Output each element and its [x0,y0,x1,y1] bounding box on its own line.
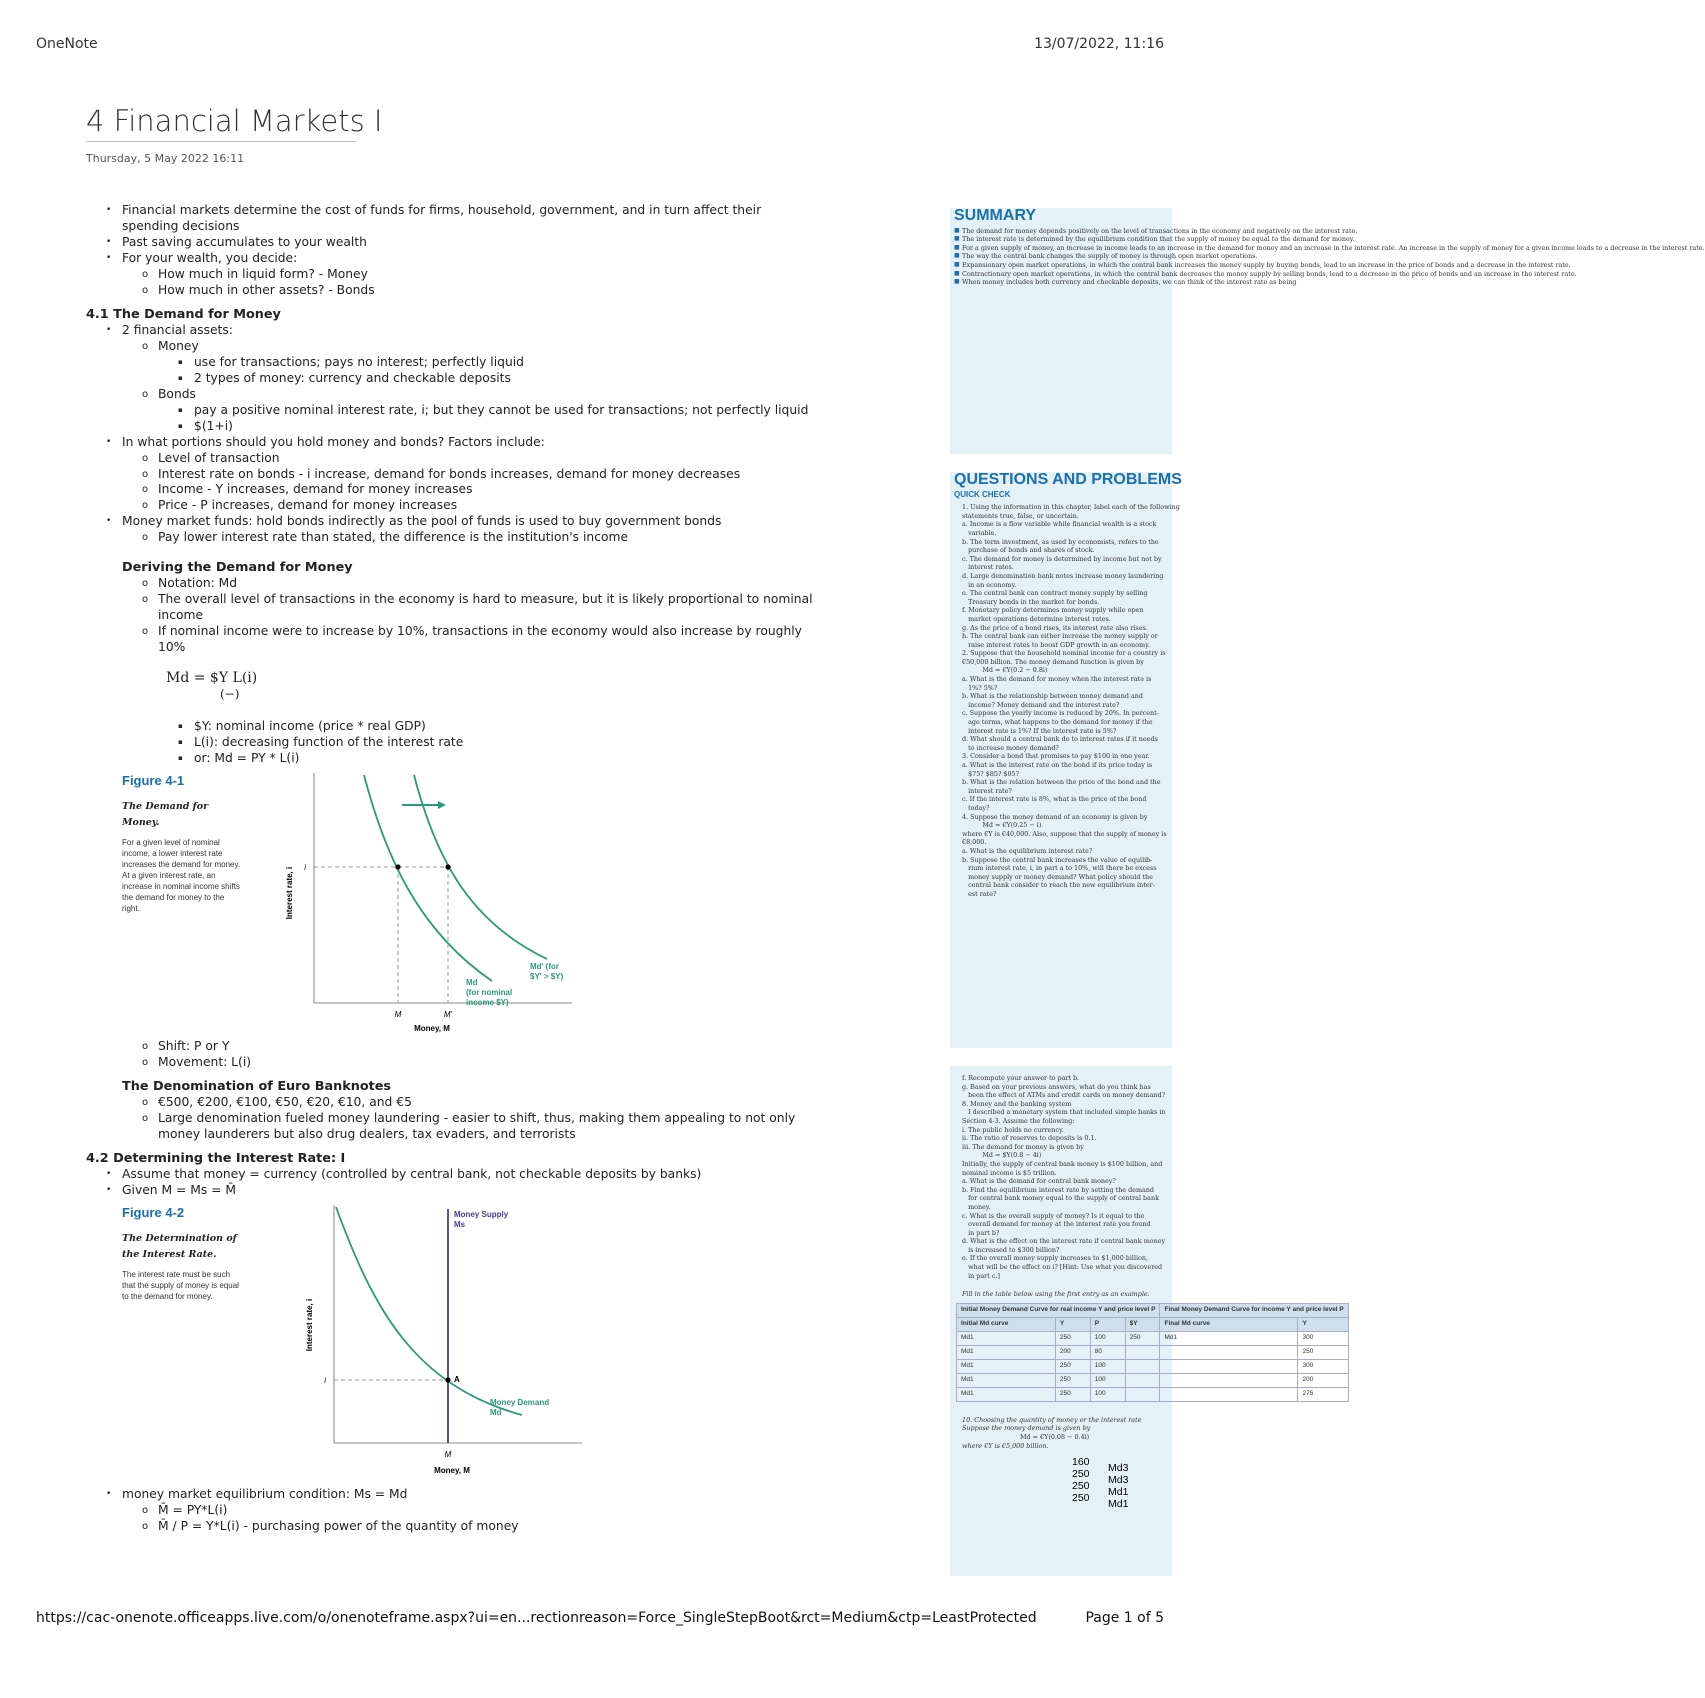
table-cell: 300 [1298,1331,1348,1345]
question-10-text: where €Y is €5,000 billion. [962,1441,1049,1450]
summary-item: ■ When money includes both currency and checkable deposits, we can think of the interest rate as being [950,278,1172,287]
table-cell [1125,1345,1160,1359]
table-cell: Md1 [957,1359,1056,1373]
table-column-header: $Y [1125,1317,1160,1331]
list-item: o M̄ = PY*L(i) [158,1503,816,1519]
table-row [957,1387,1349,1401]
money-demand-label: Money Demand [490,1398,550,1408]
text-line: d. What is the effect on the interest rate if central bank money [962,1237,1166,1246]
table-cell: 100 [1090,1373,1125,1387]
list-item: o If nominal income were to increase by 10%, transactions in the economy would also increase by roughly 10% [158,624,816,656]
text-line: €50,000 billion. The money demand function is given by [962,657,1144,666]
table-column-header: Y [1055,1317,1090,1331]
table-cell: 250 [1298,1345,1348,1359]
table-cell: 80 [1090,1345,1125,1359]
textbook-summary-panel [950,207,1705,454]
figure-number: Figure 4-1 [122,773,185,788]
text-line: what will be the effect on i? [Hint: Use what you discovered [962,1263,1163,1272]
text-line: e. If the overall money supply increases to $1,000 billion, [962,1254,1149,1263]
handwritten-value: 250 [1072,1480,1090,1492]
list-item: • Assume that money = currency (controlled by central bank, not checkable deposits by banks) [122,1167,816,1183]
list-item: • Given M = Ms = M̄ [122,1183,816,1199]
text-line: iii. The demand for money is given by [962,1142,1084,1151]
table-header-row [957,1317,1349,1331]
table-cell [1160,1373,1298,1387]
text-line: b. The term investment, as used by economists, refers to the [962,537,1159,546]
text-line: €8,000. [962,838,987,847]
text-line: a. What is the demand for central bank money? [962,1177,1116,1186]
list-item: ▪ pay a positive nominal interest rate, i; but they cannot be used for transactions; not perfectly liquid [194,403,816,419]
table-row [957,1331,1349,1345]
list-item: ▪ $(1+i) [194,419,816,435]
table-cell: Md1 [957,1331,1056,1345]
figure-description: The interest rate must be such that the supply of money is equal to the demand for money. [122,1269,239,1301]
text-line: income? Money demand and the interest rate? [962,700,1120,709]
list-item: ▪ $Y: nominal income (price * real GDP) [194,719,816,735]
text-line: 3. Consider a bond that promises to pay $100 in one year. [962,752,1150,761]
questions-title: QUESTIONS AND PROBLEMS [954,471,1182,488]
text-line: b. What is the relation between the price of the bond and the [962,778,1161,787]
figure-caption [122,1205,242,1302]
table-cell [1125,1373,1160,1387]
list-item [158,387,816,435]
list-item: o How much in other assets? - Bonds [158,283,816,299]
text-line: f. Monetary policy determines money supply while open [962,606,1144,615]
table-body [957,1331,1349,1401]
handwritten-value: 160 [1072,1456,1090,1468]
list-item: ▪ use for transactions; pays no interest; perfectly liquid [194,355,816,371]
m-label: M [444,1450,452,1460]
formula-sign: (−) [220,687,240,702]
y-axis-label: Interest rate, i [285,866,294,920]
list-item-text: 2 financial assets: [122,323,233,338]
text-line: for central bank money equal to the supply of central bank [962,1194,1159,1203]
table-cell: 200 [1298,1373,1348,1387]
text-line: money supply or money demand? What policy should the [962,872,1153,881]
text-line: h. The central bank can either increase the money supply or [962,632,1158,641]
text-line: purchase of bonds and shares of stock. [962,546,1095,555]
money-demand-curve [336,1207,522,1418]
figure-number: Figure 4-2 [122,1205,185,1221]
list-item: ▪ 2 types of money: currency and checkable deposits [194,371,816,387]
text-line: 4. Suppose the money demand of an economy is given by [962,812,1148,821]
figure-4-1 [122,773,816,1033]
text-line: $75? $85? $95? [962,769,1020,778]
page-title: 4 Financial Markets I [86,104,383,138]
list-item: o Income - Y increases, demand for money increases [158,482,816,498]
summary-item: ■ Expansionary open market operations, in which the central bank increases the money supply by buying bonds, lead to an increase in the price of bonds and a decrease in the interest rate. [950,261,1172,270]
list-item-text: Money [158,339,199,354]
text-line: est rate? [962,889,997,898]
list-item: o Notation: Md [158,576,816,592]
list-item: o €500, €200, €100, €50, €20, €10, and €5 [158,1095,816,1111]
text-line: today? [962,803,990,812]
m-label: M [394,1010,402,1019]
money-demand-table [956,1303,1349,1402]
y-axis-label: Interest rate, i [305,1298,314,1352]
text-line: a. What is the equilibrium interest rate? [962,846,1093,855]
text-line: in part c.] [962,1271,1000,1280]
list-item [122,251,816,299]
table-cell: Md1 [957,1345,1056,1359]
handwritten-value: 250 [1072,1468,1090,1480]
summary-item: ■ Contractionary open market operations, in which the central bank decreases the money supply by selling bonds, lead to a decrease in the price of bonds and an increase in the interest rate. [950,270,1172,279]
list-item-text: Bonds [158,386,196,401]
table-cell: 200 [1055,1345,1090,1359]
text-line: g. As the price of a bond rises, its interest rate also rises. [962,623,1148,632]
quick-check-label: QUICK CHECK [954,489,1011,499]
question-10: 10. Choosing the quantity of money or the interest rate [962,1415,1142,1424]
text-line: where €Y is €40,000. Also, suppose that the supply of money is [962,829,1167,838]
i-label: i [324,1376,326,1386]
text-line: market operations determine interest rates. [962,614,1111,623]
text-line: f. Recompute your answer to part b. [962,1074,1080,1082]
figure-4-2 [122,1205,816,1481]
table-intro: Fill in the table below using the first entry as an example. [962,1290,1150,1299]
money-demand-label: Md [490,1408,502,1418]
md-label: (for nominal [466,988,513,997]
figure-caption [122,773,242,914]
list-item: o M̄ / P = Y*L(i) - purchasing power of the quantity of money [158,1519,816,1535]
text-line: Md = $Y(0.8 − 4i) [962,1151,1042,1160]
table-header: Final Money Demand Curve for income Y and price level P [1160,1303,1348,1317]
text-line: i. The public holds no currency. [962,1125,1064,1134]
list-item: o Large denomination fueled money laundering - easier to shift, thus, making them appealing to not only money launderers but also drug dealers, tax evaders, and terrorists [158,1111,816,1143]
table-cell: 250 [1125,1331,1160,1345]
list-item [122,323,816,434]
text-line: 1. Using the information in this chapter, label each of the following [962,503,1180,512]
point [395,864,400,869]
text-line: c. If the interest rate is 8%, what is the price of the bond [962,795,1147,804]
table-column-header: Final Md curve [1160,1317,1298,1331]
table-cell [1160,1359,1298,1373]
table-cell: Md1 [957,1387,1056,1401]
text-line: Md = €Y(0.25 − i) [962,821,1042,830]
text-line: g. Based on your previous answers, what do you think has [962,1082,1151,1091]
text-line: been the effect of ATMs and credit cards on money demand? [962,1091,1166,1100]
md-prime-label: Md' (for [530,962,560,971]
handwritten-md-column [1108,1462,1128,1510]
list-item [122,1487,816,1535]
handwritten-value: 250 [1072,1492,1090,1504]
arrow-head-icon [438,801,446,809]
text-line: nominal income is $5 trillion. [962,1168,1057,1177]
formula-text: Md = $Y L(i) [166,670,258,687]
notes-body [86,203,816,1535]
text-line: a. What is the demand for money when the interest rate is [962,675,1152,684]
textbook-problems-panel [950,1066,1344,1576]
question-10-text: Suppose the money demand is given by [962,1424,1091,1433]
i-label: i [304,863,306,872]
table-column-header: P [1090,1317,1125,1331]
question-10-formula: Md = €Y(0.08 − 0.4i) [1020,1433,1090,1442]
text-line: central bank consider to reach the new equilibrium inter- [962,881,1155,890]
text-line: d. Large denomination bank notes increase money laundering [962,571,1164,580]
demand-for-money-graph [272,773,592,1033]
text-line: money. [962,1202,991,1211]
list-item [158,339,816,387]
point [445,864,450,869]
x-axis-label: Money, M [414,1024,450,1033]
text-line: Treasury bonds in the market for bonds. [962,597,1100,606]
list-item-text: In what portions should you hold money and bonds? Factors include: [122,434,545,449]
table-cell: 300 [1298,1359,1348,1373]
text-line: interest rate? [962,786,1012,795]
table-cell: Md1 [957,1373,1056,1387]
figure-name: The Determination of the Interest Rate. [122,1233,237,1260]
text-line: in an economy. [962,580,1017,589]
summary-item: ■ The demand for money depends positively on the level of transactions in the economy and negatively on the interest rate. [950,227,1172,236]
text-line: overall demand for money at the interest rate you found [962,1220,1151,1229]
table-cell: 100 [1090,1331,1125,1345]
questions-lines [950,503,1180,898]
text-line: d. What should a central bank do to interest rates if it needs [962,735,1158,744]
table-cell [1160,1387,1298,1401]
table-cell: 250 [1055,1373,1090,1387]
table-cell: 250 [1055,1359,1090,1373]
text-line: variable. [962,528,997,537]
text-line: I described a monetary system that included simple banks in [962,1108,1166,1117]
list-item: o Price - P increases, demand for money increases [158,498,816,514]
text-line: interest rates. [962,563,1014,572]
text-line: is increased to $300 billion? [962,1245,1060,1254]
x-axis-label: Money, M [434,1466,470,1476]
list-item: o Movement: L(i) [158,1055,816,1071]
problems-lines [950,1074,1172,1280]
list-item: • Financial markets determine the cost of funds for firms, household, government, and in turn affect their spending decisions [122,203,816,235]
list-item [122,435,816,515]
text-line: e. The central bank can contract money supply by selling [962,589,1148,598]
text-line: rium interest rate, i, in part a to 10%, will there be excess [962,864,1157,873]
list-item: o Level of transaction [158,451,816,467]
text-line: statements true, false, or uncertain. [962,511,1079,520]
table-row [957,1373,1349,1387]
table-cell [1125,1359,1160,1373]
table-row [957,1345,1349,1359]
table-row [957,1359,1349,1373]
text-line: a. Income is a flow variable while financial wealth is a stock [962,520,1157,529]
equilibrium-point [445,1378,450,1383]
interest-rate-determination-graph [292,1205,592,1481]
text-line: 1%? 5%? [962,683,998,692]
list-item: o The overall level of transactions in the economy is hard to measure, but it is likely proportional to nominal income [158,592,816,624]
text-line: in part b? [962,1228,1000,1237]
text-line: c. Suppose the yearly income is reduced by 20%. In percent- [962,709,1159,718]
table-header: Initial Money Demand Curve for real income Y and price level P [957,1303,1160,1317]
point-a-label: A [454,1375,460,1385]
md-prime-label: $Y' > $Y) [530,972,564,981]
list-item-text: money market equilibrium condition: Ms = Md [122,1487,408,1502]
text-line: b. Find the equilibrium interest rate by setting the demand [962,1185,1155,1194]
text-line: Section 4-3. Assume the following: [962,1116,1075,1125]
table-cell: 100 [1090,1359,1125,1373]
section-heading-4-1: 4.1 The Demand for Money [86,307,281,323]
text-line: to increase money demand? [962,743,1059,752]
money-supply-label: Money Supply [454,1210,509,1220]
table-cell: 250 [1055,1331,1090,1345]
list-item: o Pay lower interest rate than stated, the difference is the institution's income [158,530,816,546]
text-line: raise interest rates to boost GDP growth in an economy. [962,640,1150,649]
list-item: o Interest rate on bonds - i increase, demand for bonds increases, demand for money decreases [158,467,816,483]
subheading-denomination: The Denomination of Euro Banknotes [122,1078,392,1094]
list-item [122,514,816,546]
page-date: Thursday, 5 May 2022 16:11 [86,152,245,165]
table-cell: Md1 [1160,1331,1298,1345]
handwritten-value: Md3 [1108,1474,1129,1486]
summary-item: ■ The way the central bank changes the supply of money is through open market operations. [950,252,1172,261]
money-supply-label: Ms [454,1220,466,1230]
text-line: Md = €Y(0.2 − 0.8i) [962,666,1048,675]
figure-name: The Demand for Money. [122,800,209,828]
text-line: a. What is the interest rate on the bond if its price today is [962,761,1153,769]
text-line: interest rate is 1%? If the interest rate is 5%? [962,726,1117,735]
summary-title: SUMMARY [954,207,1037,224]
text-line: ii. The ratio of reserves to deposits is 0.1. [962,1134,1097,1143]
textbook-questions-panel [950,471,1182,1048]
title-underline [86,141,356,142]
text-line: c. What is the overall supply of money? Is it equal to the [962,1211,1145,1220]
text-line: 8. Money and the banking system [962,1099,1072,1108]
md-label: Md [466,978,478,987]
list-item: ▪ or: Md = PY * L(i) [194,751,816,767]
list-item: • Past saving accumulates to your wealth [122,235,816,251]
table-cell: 100 [1090,1387,1125,1401]
table-column-header: Y [1298,1317,1348,1331]
subheading-deriving: Deriving the Demand for Money [122,560,353,576]
table-column-header: Initial Md curve [957,1317,1056,1331]
table-cell [1160,1345,1298,1359]
handwritten-value: Md3 [1108,1462,1129,1474]
text-line: c. The demand for money is determined by income but not by [962,554,1162,563]
list-item: o Shift: P or Y [158,1039,816,1055]
table-cell [1125,1387,1160,1401]
app-name: OneNote [36,36,98,52]
handwritten-value: Md1 [1108,1486,1129,1498]
figure-description: For a given level of nominal income, a lower interest rate increases the demand for money. At a given interest rate, an increase in nominal income shifts the demand for money to the right. [122,837,241,913]
table-cell: 250 [1055,1387,1090,1401]
text-line: Initially, the supply of central bank money is $100 billion, and [962,1159,1163,1168]
handwritten-value: Md1 [1108,1498,1129,1510]
list-item: o How much in liquid form? - Money [158,267,816,283]
money-demand-formula [166,671,816,703]
list-item-text: For your wealth, you decide: [122,250,298,265]
table-cell: 275 [1298,1387,1348,1401]
list-item: ▪ L(i): decreasing function of the interest rate [194,735,816,751]
m-prime-label: M' [443,1010,453,1019]
page-number: Page 1 of 5 [1085,1610,1164,1626]
md-label: income $Y) [466,998,509,1007]
section-heading-4-2: 4.2 Determining the Interest Rate: I [86,1151,346,1167]
handwritten-y-column [1072,1456,1090,1504]
summary-item: ■ The interest rate is determined by the equilibrium condition that the supply of money be equal to the demand for money. [950,235,1172,244]
summary-item: ■ For a given supply of money, an increase in income leads to an increase in the demand for money and an increase in the interest rate. An increase in the supply of money for a given income leads to a decrease in the interest rate. [950,244,1172,253]
print-datetime: 13/07/2022, 11:16 [1034,36,1164,52]
footer-url: https://cac-onenote.officeapps.live.com/o/onenoteframe.aspx?ui=en...rectionreason=Force_SingleStepBoot&rct=Medium&ctp=LeastProtected [36,1610,1037,1626]
text-line: b. What is the relationship between money demand and [962,692,1143,701]
list-item-text: Money market funds: hold bonds indirectly as the pool of funds is used to buy government bonds [122,514,722,529]
text-line: 2. Suppose that the household nominal income for a country is [962,649,1166,658]
text-line: b. Suppose the central bank increases the value of equilib- [962,855,1153,864]
text-line: age terms, what happens to the demand for money if the [962,718,1153,727]
